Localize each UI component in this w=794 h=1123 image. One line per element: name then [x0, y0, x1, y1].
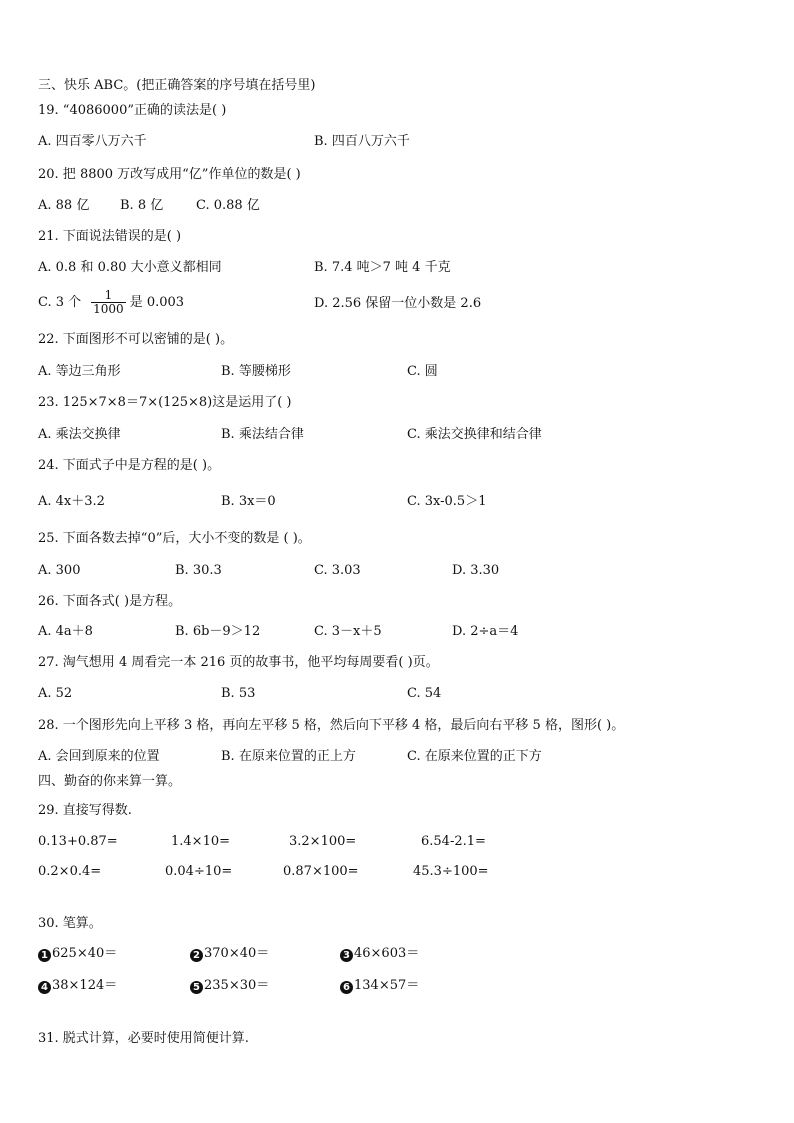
q30-expression: 38×124＝	[52, 978, 118, 993]
q30-expression: 625×40＝	[52, 946, 118, 961]
option-19-a: A. 四百零八万六千	[38, 134, 147, 149]
option-28-b: B. 在原来位置的正上方	[221, 749, 356, 764]
option-26-c: C. 3－x＋5	[314, 624, 382, 639]
option-22-a: A. 等边三角形	[38, 364, 121, 379]
question-31: 31. 脱式计算，必要时使用简便计算.	[38, 1031, 249, 1046]
q29-item: 0.04÷10=	[165, 864, 233, 879]
question-28: 28. 一个图形先向上平移 3 格，再向左平移 5 格，然后向下平移 4 格，最后向右平移 5 格，图形( )。	[38, 718, 625, 733]
option-27-a: A. 52	[38, 686, 73, 701]
option-21-c-suffix: 是 0.003	[129, 295, 185, 310]
option-23-b: B. 乘法结合律	[221, 427, 304, 442]
q29-item: 6.54-2.1=	[421, 834, 486, 849]
circled-number-marker: 5	[190, 981, 203, 994]
fraction-numerator: 1	[104, 288, 113, 302]
question-27: 27. 淘气想用 4 周看完一本 216 页的故事书，他平均每周要看( )页。	[38, 655, 439, 670]
option-23-c: C. 乘法交换律和结合律	[407, 427, 542, 442]
q30-item	[190, 944, 269, 964]
option-21-c	[38, 286, 184, 320]
option-25-b: B. 30.3	[175, 563, 222, 578]
option-21-b: B. 7.4 吨＞7 吨 4 千克	[314, 260, 451, 275]
q30-item	[38, 944, 117, 964]
question-21: 21. 下面说法错误的是( )	[38, 229, 182, 244]
circled-number-marker: 2	[190, 949, 203, 962]
option-21-a: A. 0.8 和 0.80 大小意义都相同	[38, 260, 222, 275]
q29-item: 0.2×0.4=	[38, 864, 102, 879]
option-21-c-prefix: C. 3 个	[38, 295, 82, 310]
q29-item: 45.3÷100=	[413, 864, 489, 879]
question-23: 23. 125×7×8＝7×(125×8)这是运用了( )	[38, 395, 292, 410]
question-29: 29. 直接写得数.	[38, 803, 132, 818]
option-26-d: D. 2÷a＝4	[452, 624, 519, 639]
q30-item	[340, 976, 419, 996]
option-28-c: C. 在原来位置的正下方	[407, 749, 542, 764]
q30-expression: 134×57＝	[354, 978, 420, 993]
q29-item: 0.87×100=	[283, 864, 359, 879]
option-27-c: C. 54	[407, 686, 442, 701]
q29-item: 1.4×10=	[171, 834, 231, 849]
circled-number-marker: 1	[38, 949, 51, 962]
q30-expression: 46×603＝	[354, 946, 420, 961]
circled-number-marker: 6	[340, 981, 353, 994]
question-20: 20. 把 8800 万改写成用“亿”作单位的数是( )	[38, 167, 301, 182]
question-25: 25. 下面各数去掉“0”后，大小不变的数是 ( )。	[38, 531, 311, 546]
option-24-c: C. 3x-0.5＞1	[407, 494, 487, 509]
circled-number-marker: 3	[340, 949, 353, 962]
fraction	[91, 289, 126, 316]
option-22-c: C. 圆	[407, 364, 438, 379]
option-24-a: A. 4x＋3.2	[38, 494, 105, 509]
q30-item	[190, 976, 269, 996]
q30-expression: 235×30＝	[204, 978, 270, 993]
q29-item: 3.2×100=	[289, 834, 357, 849]
option-28-a: A. 会回到原来的位置	[38, 749, 160, 764]
question-22: 22. 下面图形不可以密铺的是( )。	[38, 332, 234, 347]
option-27-b: B. 53	[221, 686, 256, 701]
option-19-b: B. 四百八万六千	[314, 134, 410, 149]
q30-expression: 370×40＝	[204, 946, 270, 961]
option-26-a: A. 4a＋8	[38, 624, 93, 639]
option-26-b: B. 6b－9＞12	[175, 624, 261, 639]
q30-item	[340, 944, 419, 964]
option-20-c: C. 0.88 亿	[196, 198, 260, 213]
option-25-d: D. 3.30	[452, 563, 500, 578]
option-23-a: A. 乘法交换律	[38, 427, 121, 442]
question-24: 24. 下面式子中是方程的是( )。	[38, 458, 221, 473]
question-26: 26. 下面各式( )是方程。	[38, 594, 182, 609]
fraction-denominator: 1000	[93, 302, 124, 316]
q29-item: 0.13+0.87=	[38, 834, 118, 849]
circled-number-marker: 4	[38, 981, 51, 994]
option-20-b: B. 8 亿	[120, 198, 164, 213]
option-21-d: D. 2.56 保留一位小数是 2.6	[314, 296, 482, 311]
section4-title: 四、勤奋的你来算一算。	[38, 774, 182, 789]
option-25-a: A. 300	[38, 563, 81, 578]
option-24-b: B. 3x＝0	[221, 494, 276, 509]
question-19: 19. “4086000”正确的读法是( )	[38, 103, 227, 118]
option-25-c: C. 3.03	[314, 563, 361, 578]
q30-item	[38, 976, 117, 996]
section3-title: 三、快乐 ABC。(把正确答案的序号填在括号里)	[38, 78, 316, 93]
option-22-b: B. 等腰梯形	[221, 364, 291, 379]
option-20-a: A. 88 亿	[38, 198, 90, 213]
question-30: 30. 笔算。	[38, 916, 102, 931]
